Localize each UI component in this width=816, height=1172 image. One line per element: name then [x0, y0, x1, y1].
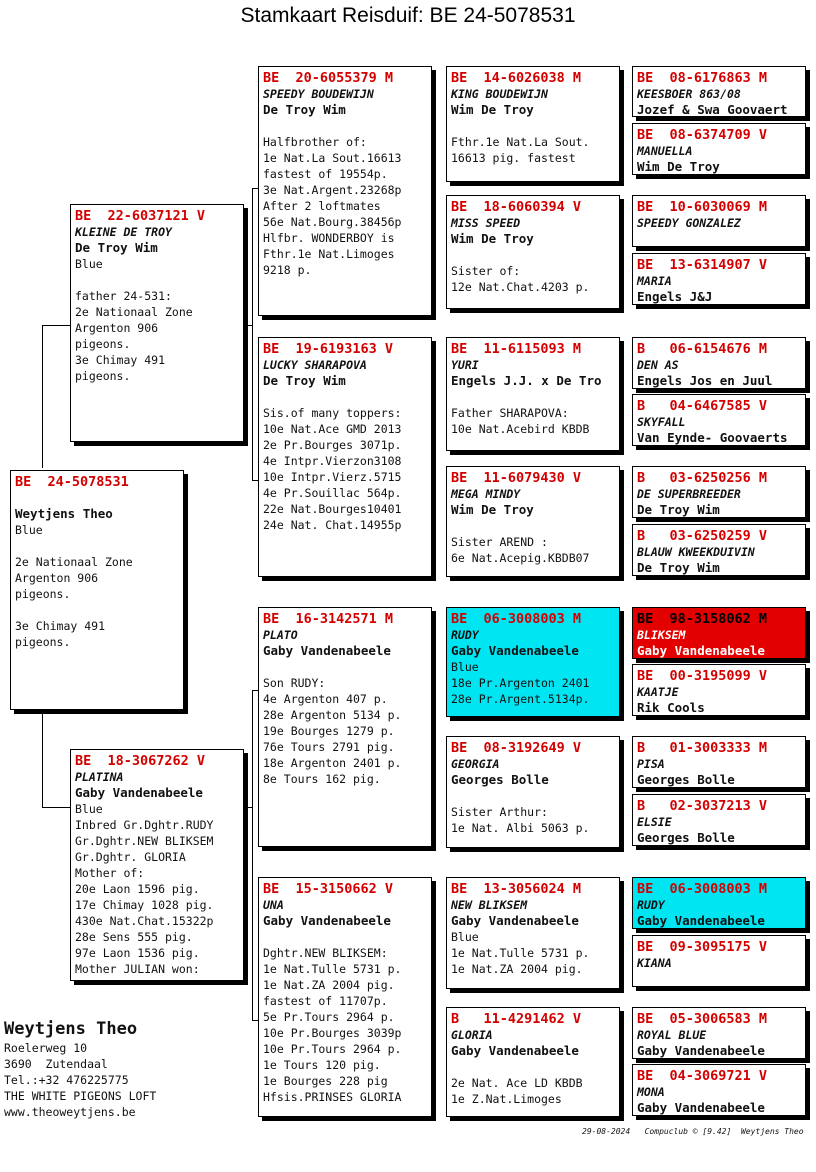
pigeon-name: NEW BLIKSEM	[451, 898, 528, 912]
pigeon-info: Father SHARAPOVA: 10e Nat.Acebird KBDB	[451, 406, 590, 436]
ring-number: BE 10-6030069 M	[637, 199, 768, 215]
pigeon-name: MONA	[637, 1085, 665, 1099]
ring-number: BE 08-3192649 V	[451, 740, 582, 756]
pigeon-info: Blue 1e Nat.Tulle 5731 p. 1e Nat.ZA 2004 pig.	[451, 930, 590, 976]
owner-name: Georges Bolle	[451, 772, 549, 787]
pedigree-card-gen4-12	[632, 794, 806, 846]
owner-name: Jozef & Swa Goovaert	[637, 102, 788, 117]
owner-name: Wim De Troy	[451, 231, 534, 246]
ring-number: B 03-6250259 V	[637, 528, 768, 544]
pedigree-card-gen3-4	[446, 466, 620, 577]
pigeon-name: PISA	[637, 757, 665, 771]
ring-number: BE 16-3142571 M	[263, 611, 394, 627]
ring-number: BE 08-6176863 M	[637, 70, 768, 86]
owner-name: Gaby Vandenabeele	[451, 913, 579, 928]
connector-line	[252, 690, 253, 1020]
footer-print-info: 29-08-2024 Compuclub © [9.42] Weytjens Theo	[582, 1127, 804, 1136]
pedigree-card-gen4-2	[632, 123, 806, 175]
ring-number: BE 09-3095175 V	[637, 939, 768, 955]
pigeon-name: RUDY	[637, 898, 665, 912]
pedigree-card-gen4-15	[632, 1007, 806, 1059]
owner-name: Wim De Troy	[451, 102, 534, 117]
owner-name: Gaby Vandenabeele	[75, 785, 203, 800]
pedigree-card-gen4-11	[632, 736, 806, 788]
ring-number: BE 11-6079430 V	[451, 470, 582, 486]
pigeon-name: MEGA MINDY	[451, 487, 521, 501]
owner-contact-block	[4, 1018, 156, 1120]
pigeon-name: DEN AS	[637, 358, 679, 372]
pigeon-name: SKYFALL	[637, 415, 686, 429]
pedigree-card-gen4-1	[632, 66, 806, 117]
pedigree-card-granddam-paternal	[258, 337, 432, 577]
pigeon-name: SPEEDY BOUDEWIJN	[263, 87, 374, 101]
ring-number: B 03-6250256 M	[637, 470, 768, 486]
pigeon-name: BLIKSEM	[637, 628, 686, 642]
owner-name: Rik Cools	[637, 700, 705, 715]
pigeon-name: YURI	[451, 358, 479, 372]
pigeon-name: MANUELLA	[637, 144, 693, 158]
pigeon-info: Sister Arthur: 1e Nat. Albi 5063 p.	[451, 805, 590, 835]
connector-line	[244, 807, 252, 808]
pigeon-name: BLAUW KWEEKDUIVIN	[637, 545, 755, 559]
owner-name: Gaby Vandenabeele	[637, 913, 765, 928]
pedigree-card-sire	[70, 204, 244, 442]
owner-name: Gaby Vandenabeele	[263, 913, 391, 928]
ring-number: BE 04-3069721 V	[637, 1068, 768, 1084]
owner-name: Gaby Vandenabeele	[451, 1043, 579, 1058]
owner-loft: THE WHITE PIGEONS LOFT	[4, 1089, 157, 1103]
owner-block-name: Weytjens Theo	[4, 1019, 138, 1039]
pigeon-info: Blue father 24-531: 2e Nationaal Zone Argenton 906 pigeons. 3e Chimay 491 pigeons.	[75, 257, 193, 383]
pedigree-card-gen4-8	[632, 524, 806, 576]
ring-number: BE 00-3195099 V	[637, 668, 768, 684]
owner-city: 3690 Zutendaal	[4, 1057, 108, 1071]
pigeon-info: Fthr.1e Nat.La Sout. 16613 pig. fastest	[451, 135, 590, 165]
pigeon-name: RUDY	[451, 628, 479, 642]
connector-line	[42, 325, 70, 326]
pedigree-card-gen4-5	[632, 337, 806, 389]
pedigree-card-granddam-maternal	[258, 877, 432, 1117]
pigeon-info: Sis.of many toppers: 10e Nat.Ace GMD 2013 2e Pr.Bourges 3071p. 4e Intpr.Vierzon3108 10e Intpr.Vierz.5715 4e Pr.Souillac 564p. 22e Nat.Bourges10401 24e Nat. Chat.14955p	[263, 406, 402, 532]
pigeon-info: Blue Inbred Gr.Dghtr.RUDY Gr.Dghtr.NEW BLIKSEM Gr.Dghtr. GLORIA Mother of: 20e Laon 1596 pig. 17e Chimay 1028 pig. 430e Nat.Chat.15322p 28e Sens 555 pig. 97e Laon 1536 pig. Mother JULIAN won:	[75, 802, 214, 976]
ring-number: BE 19-6193163 V	[263, 341, 394, 357]
ring-number: B 02-3037213 V	[637, 798, 768, 814]
ring-number: BE 22-6037121 V	[75, 208, 206, 224]
owner-name: Gaby Vandenabeele	[263, 643, 391, 658]
ring-number: B 01-3003333 M	[637, 740, 768, 756]
owner-name: Van Eynde- Goovaerts	[637, 430, 788, 445]
pedigree-card-gen4-13	[632, 877, 806, 929]
pedigree-card-gen3-7	[446, 877, 620, 989]
pigeon-name: KAATJE	[637, 685, 679, 699]
owner-name: Gaby Vandenabeele	[637, 1100, 765, 1115]
pigeon-name: MISS SPEED	[451, 216, 521, 230]
pigeon-info: Sister of: 12e Nat.Chat.4203 p.	[451, 264, 590, 294]
owner-name: Gaby Vandenabeele	[637, 643, 765, 658]
ring-number: BE 98-3158062 M	[637, 611, 768, 627]
pigeon-name: KIANA	[637, 956, 672, 970]
pedigree-card-gen3-8	[446, 1007, 620, 1117]
pedigree-card-gen4-3	[632, 195, 806, 247]
pigeon-name: PLATO	[263, 628, 298, 642]
pigeon-name: KING BOUDEWIJN	[451, 87, 548, 101]
ring-number: BE 20-6055379 M	[263, 70, 394, 86]
owner-name: Engels J.J. x De Tro	[451, 373, 602, 388]
pigeon-name: MARIA	[637, 274, 672, 288]
connector-line	[252, 188, 253, 480]
owner-name: Gaby Vandenabeele	[637, 1043, 765, 1058]
pigeon-info: 2e Nat. Ace LD KBDB 1e Z.Nat.Limoges	[451, 1076, 583, 1106]
pedigree-card-grandsire-paternal	[258, 66, 432, 316]
ring-number: BE 18-6060394 V	[451, 199, 582, 215]
ring-number: B 11-4291462 V	[451, 1011, 582, 1027]
ring-number: BE 13-6314907 V	[637, 257, 768, 273]
pigeon-name: ROYAL BLUE	[637, 1028, 707, 1042]
pigeon-name: SPEEDY GONZALEZ	[637, 216, 741, 230]
pigeon-info: Dghtr.NEW BLIKSEM: 1e Nat.Tulle 5731 p. 1e Nat.ZA 2004 pig. fastest of 11707p. 5e Pr.Tours 2964 p. 10e Pr.Bourges 3039p 10e Pr.Tours 2964 p. 1e Tours 120 pig. 1e Bourges 228 pig Hfsis.PRINSES GLORIA	[263, 946, 402, 1104]
pedigree-card-gen4-9	[632, 607, 806, 659]
connector-line	[42, 712, 43, 807]
owner-name: Georges Bolle	[637, 772, 735, 787]
pedigree-card-gen3-3	[446, 337, 620, 451]
pigeon-name: KEESBOER 863/08	[637, 87, 741, 101]
pigeon-name: ELSIE	[637, 815, 672, 829]
pedigree-card-grandsire-maternal	[258, 607, 432, 847]
pedigree-card-subject	[10, 470, 184, 710]
connector-line	[244, 325, 252, 326]
owner-phone: Tel.:+32 476225775	[4, 1073, 129, 1087]
pedigree-card-gen4-6	[632, 394, 806, 446]
owner-name: Georges Bolle	[637, 830, 735, 845]
owner-name: Wim De Troy	[637, 159, 720, 174]
pedigree-card-gen4-7	[632, 466, 806, 518]
pigeon-info: Halfbrother of: 1e Nat.La Sout.16613 fastest of 19554p. 3e Nat.Argent.23268p After 2 loftmates 56e Nat.Bourg.38456p Hlfbr. WONDERBOY is Fthr.1e Nat.Limoges 9218 p.	[263, 135, 402, 277]
pedigree-card-dam	[70, 749, 244, 981]
pedigree-card-gen4-4	[632, 253, 806, 305]
owner-name: Weytjens Theo	[15, 506, 113, 521]
pigeon-name: GEORGIA	[451, 757, 500, 771]
pedigree-card-gen3-2	[446, 195, 620, 309]
ring-number: B 04-6467585 V	[637, 398, 768, 414]
owner-name: De Troy Wim	[263, 102, 346, 117]
pigeon-info: Blue 2e Nationaal Zone Argenton 906 pigeons. 3e Chimay 491 pigeons.	[15, 523, 133, 649]
ring-number: BE 18-3067262 V	[75, 753, 206, 769]
ring-number: BE 06-3008003 M	[451, 611, 582, 627]
owner-name: Wim De Troy	[451, 502, 534, 517]
pigeon-info: Son RUDY: 4e Argenton 407 p. 28e Argenton 5134 p. 19e Bourges 1279 p. 76e Tours 2791 pig. 18e Argenton 2401 p. 8e Tours 162 pig.	[263, 676, 402, 786]
ring-number: BE 14-6026038 M	[451, 70, 582, 86]
pedigree-card-gen4-10	[632, 664, 806, 716]
owner-name: Engels J&J	[637, 289, 713, 304]
pigeon-name: PLATINA	[75, 770, 124, 784]
pedigree-card-gen3-6	[446, 736, 620, 848]
page-title: Stamkaart Reisduif: BE 24-5078531	[240, 4, 576, 27]
pigeon-name: UNA	[263, 898, 284, 912]
pigeon-info: Blue 18e Pr.Argenton 2401 28e Pr.Argent.5134p.	[451, 660, 590, 706]
connector-line	[42, 325, 43, 468]
ring-number: B 06-6154676 M	[637, 341, 768, 357]
pedigree-card-gen3-5	[446, 607, 620, 717]
ring-number: BE 13-3056024 M	[451, 881, 582, 897]
pigeon-info: Sister AREND : 6e Nat.Acepig.KBDB07	[451, 535, 590, 565]
connector-line	[42, 807, 70, 808]
ring-number: BE 11-6115093 M	[451, 341, 582, 357]
ring-number: BE 24-5078531	[15, 474, 129, 490]
owner-name: De Troy Wim	[75, 240, 158, 255]
owner-name: De Troy Wim	[263, 373, 346, 388]
owner-name: Engels Jos en Juul	[637, 373, 773, 388]
ring-number: BE 08-6374709 V	[637, 127, 768, 143]
ring-number: BE 15-3150662 V	[263, 881, 394, 897]
owner-website[interactable]: www.theoweytjens.be	[4, 1105, 136, 1119]
pigeon-name: GLORIA	[451, 1028, 493, 1042]
ring-number: BE 06-3008003 M	[637, 881, 768, 897]
pigeon-name: DE SUPERBREEDER	[637, 487, 741, 501]
pigeon-name	[15, 490, 179, 506]
pigeon-name: KLEINE DE TROY	[75, 225, 172, 239]
owner-name: Gaby Vandenabeele	[451, 643, 579, 658]
pigeon-name: LUCKY SHARAPOVA	[263, 358, 367, 372]
ring-number: BE 05-3006583 M	[637, 1011, 768, 1027]
pedigree-card-gen4-14	[632, 935, 806, 987]
pedigree-card-gen4-16	[632, 1064, 806, 1116]
owner-street: Roelerweg 10	[4, 1041, 88, 1055]
owner-name: De Troy Wim	[637, 560, 720, 575]
pedigree-card-gen3-1	[446, 66, 620, 182]
owner-name: De Troy Wim	[637, 502, 720, 517]
